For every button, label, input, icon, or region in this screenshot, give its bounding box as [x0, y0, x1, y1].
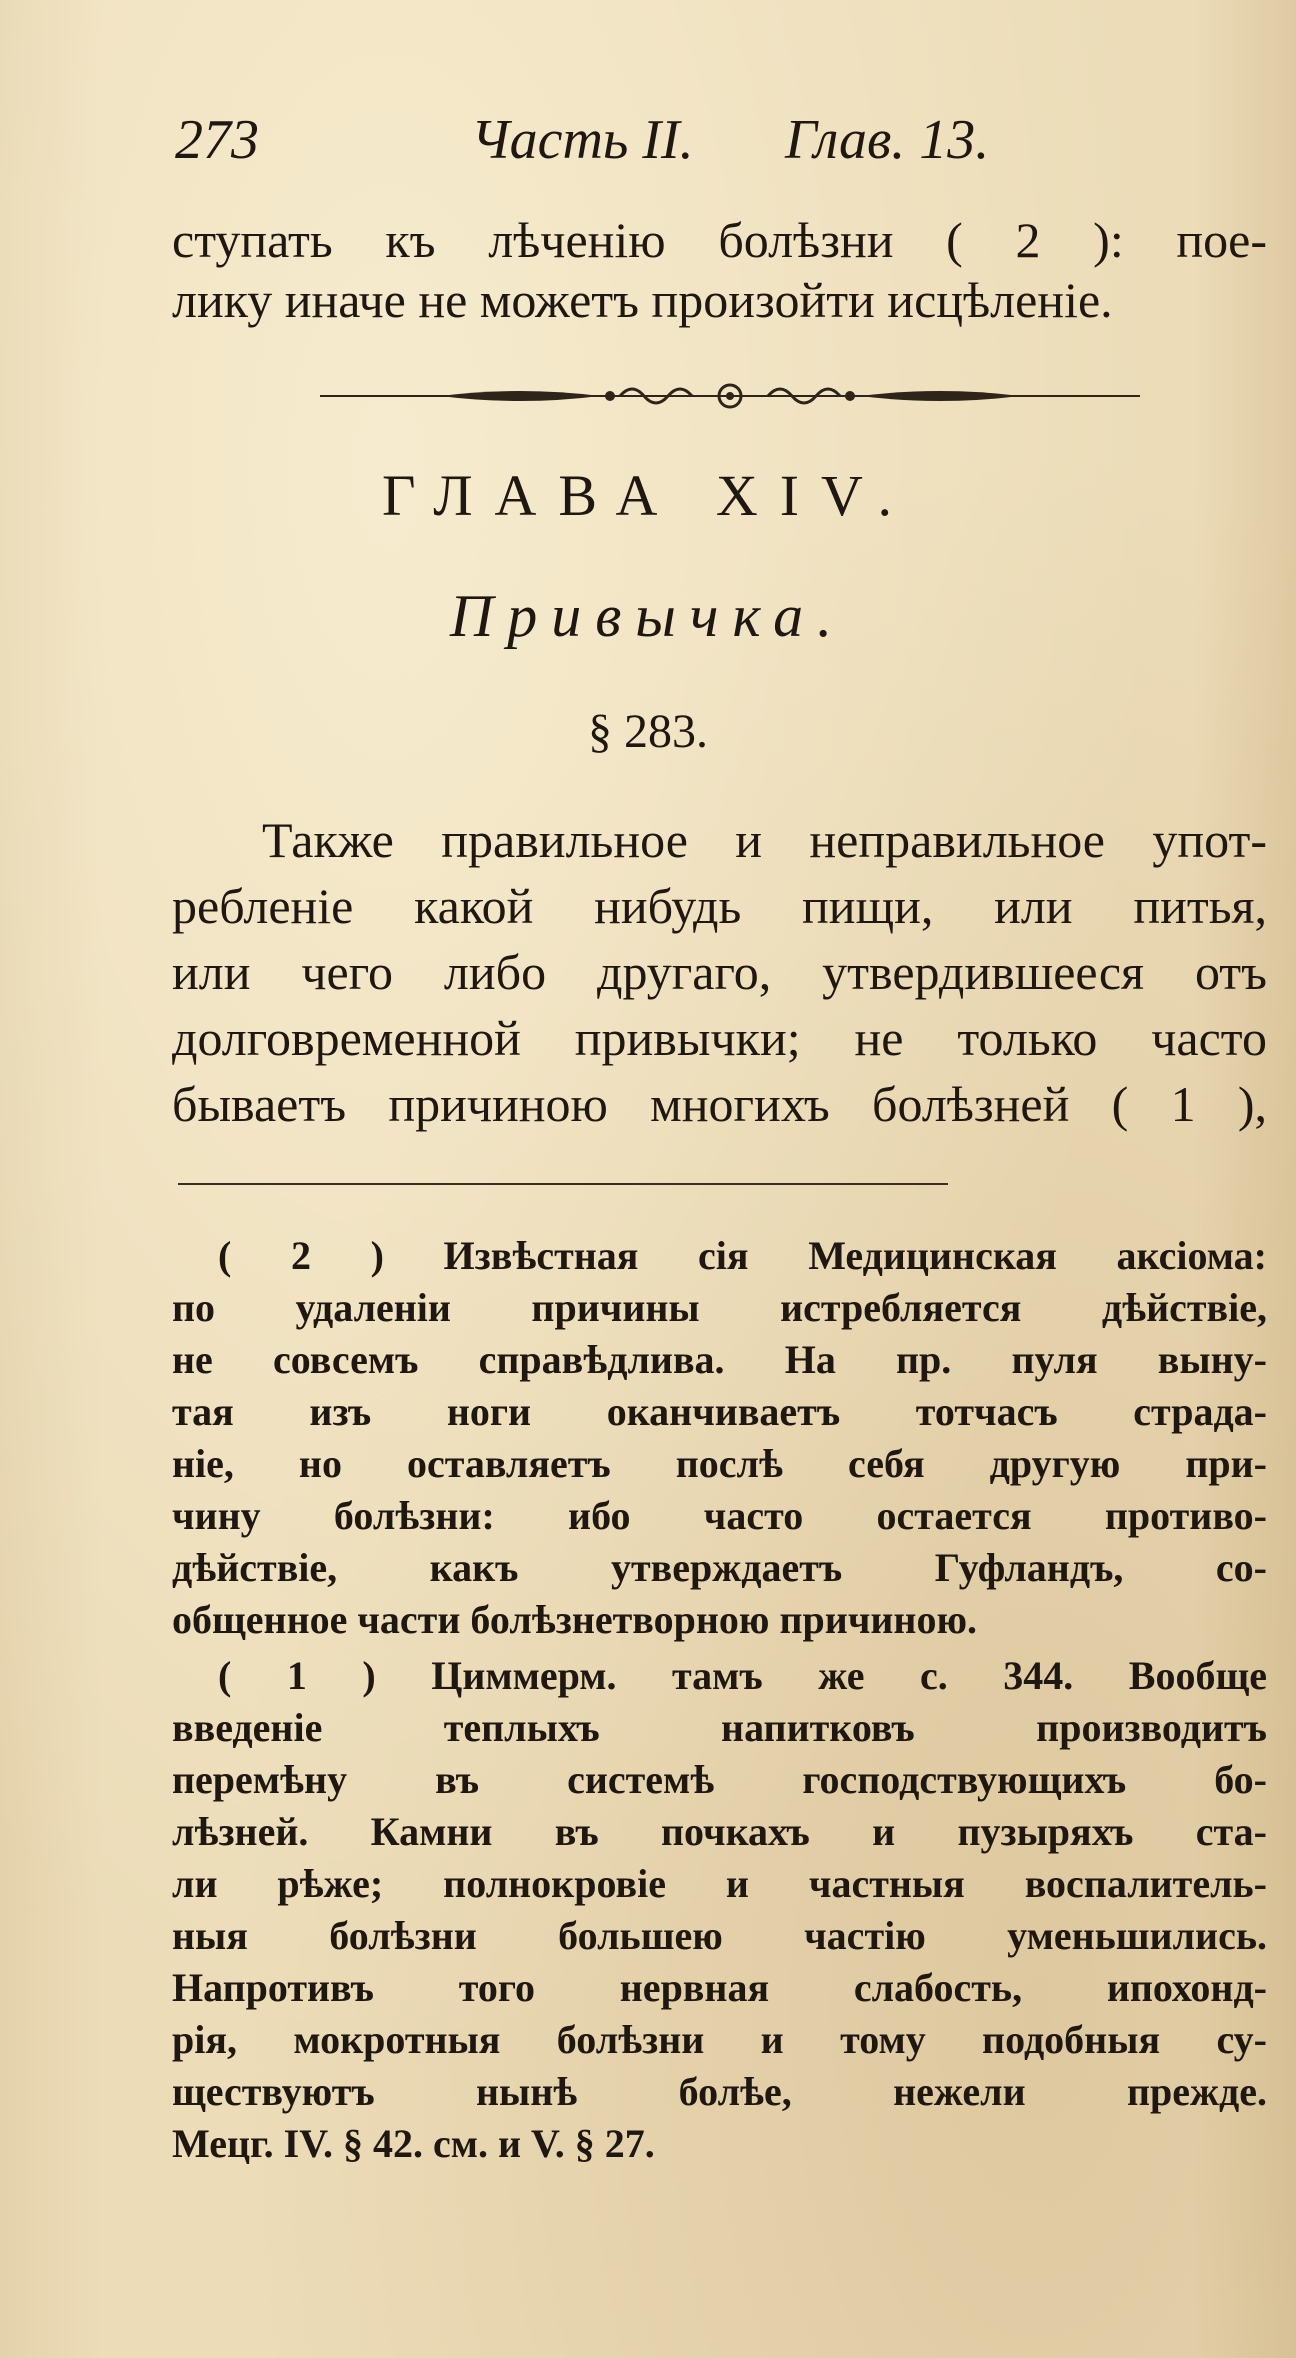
footnote-line: ли рѣже; полнокровіе и частныя воспалитель-: [172, 1861, 1267, 1906]
footnote-line: дѣйствіе, какъ утверждаетъ Гуфландъ, со-: [172, 1545, 1267, 1590]
footnote-line: чину болѣзни: ибо часто остается противо-: [172, 1493, 1267, 1538]
footnote-line: тая изъ ноги оканчиваетъ тотчасъ страда-: [172, 1389, 1267, 1434]
footnote-line: лѣзней. Камни въ почкахъ и пузыряхъ ста-: [172, 1809, 1267, 1854]
footnote-line: Мецг. IV. § 42. см. и V. § 27.: [172, 2121, 655, 2166]
paragraph-line: ребленіе какой нибудь пищи, или питья,: [172, 878, 1267, 934]
footnote-line: общенное части болѣзнетворною причиною.: [172, 1597, 978, 1642]
footnote-line: ( 1 ) Циммерм. тамъ же с. 344. Вообще: [218, 1653, 1267, 1698]
footnote-line: рія, мокротныя болѣзни и тому подобныя су-: [172, 2017, 1267, 2062]
running-header: [175, 108, 1075, 178]
footnote-line: ществуютъ нынѣ болѣе, нежели прежде.: [172, 2069, 1267, 2114]
printer-ornament-icon: [320, 368, 1140, 424]
chapter-title: ГЛАВА XIV.: [382, 463, 914, 528]
footnote-line: Напротивъ того нервная слабость, ипохонд-: [172, 1965, 1267, 2010]
page-number: 273: [175, 109, 259, 171]
body-line: лику иначе не можетъ произойти исцѣленіе.: [172, 272, 1113, 328]
footnote-rule: [178, 1183, 948, 1185]
header-part: Часть II.: [471, 109, 694, 171]
chapter-subtitle: Привычка.: [449, 583, 847, 649]
header-chapter: Глав. 13.: [785, 109, 990, 171]
footnote-line: не совсемъ справѣдлива. На пр. пуля выну-: [172, 1337, 1267, 1382]
footnote-line: перемѣну въ системѣ господствующихъ бо-: [172, 1757, 1267, 1802]
body-line: ступать къ лѣченію болѣзни ( 2 ): поe-: [172, 212, 1267, 268]
footnote-line: введеніе теплыхъ напитковъ производитъ: [172, 1705, 1267, 1750]
paragraph-line: долговременной привычки; не только часто: [172, 1010, 1267, 1066]
section-number: § 283.: [588, 705, 708, 758]
paragraph-line: или чего либо другаго, утвердившееся отъ: [172, 944, 1267, 1000]
footnote-line: по удаленіи причины истребляется дѣйствіе,: [172, 1285, 1267, 1330]
footnote-line: ( 2 ) Извѣстная сія Медицинская аксіома:: [218, 1233, 1267, 1278]
footnote-line: ныя болѣзни большею частію уменьшились.: [172, 1913, 1267, 1958]
footnote-line: ніе, но оставляетъ послѣ себя другую при-: [172, 1441, 1267, 1486]
paragraph-line: бываетъ причиною многихъ болѣзней ( 1 ),: [172, 1076, 1267, 1132]
paragraph-line: Также правильное и неправильное упот-: [262, 812, 1267, 868]
